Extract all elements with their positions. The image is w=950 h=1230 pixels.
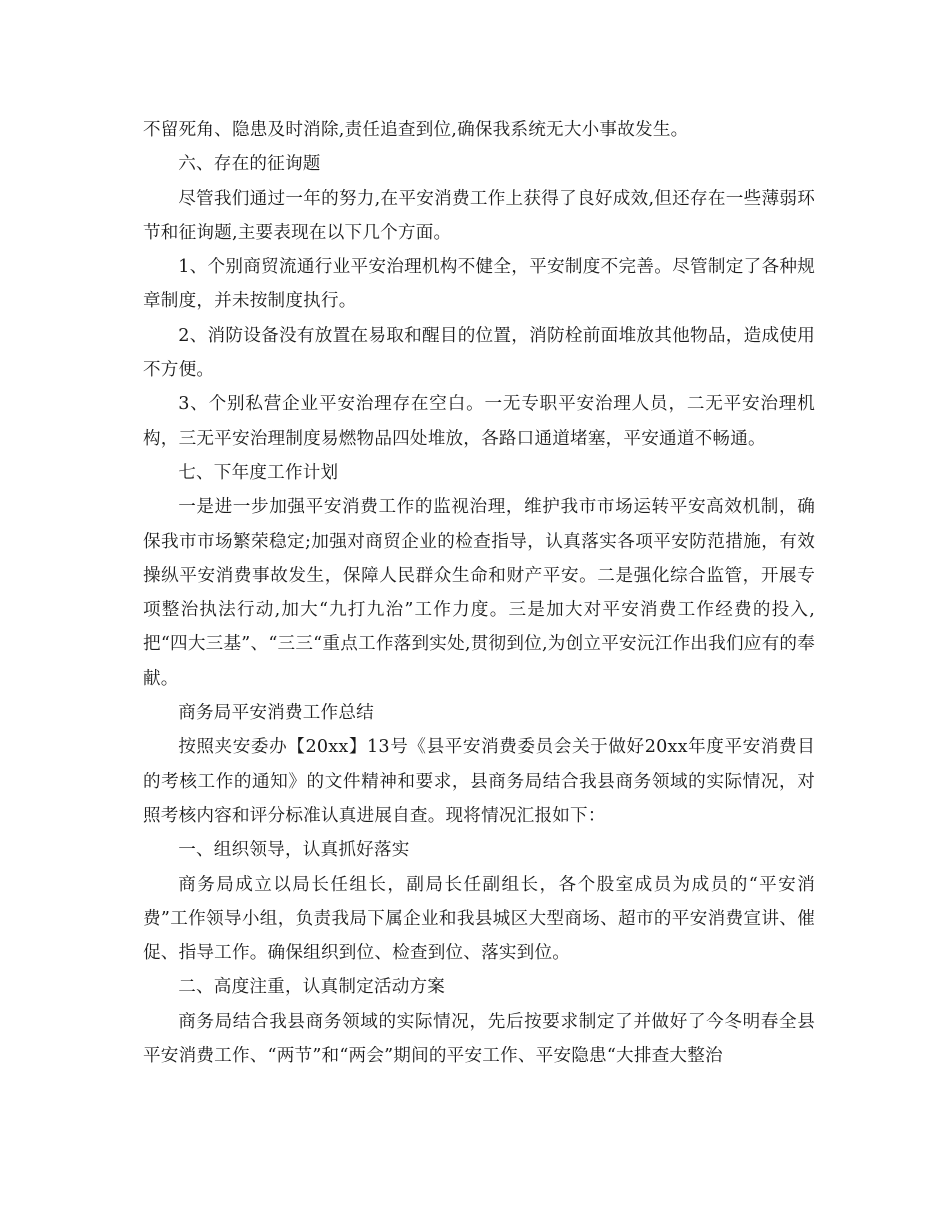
section-heading-activity-plan: 二、高度注重，认真制定活动方案 bbox=[178, 977, 446, 998]
section-heading-organization: 一、组织领导，认真抓好落实 bbox=[178, 840, 410, 861]
paragraph-problem-1: 1、个别商贸流通行业平安治理机构不健全，平安制度不完善。尽管制定了各种规章制度，并未按制度执行。 bbox=[143, 257, 815, 312]
paragraph-next-year-plan: 一是进一步加强平安消费工作的监视治理，维护我市市场运转平安高效机制，确保我市市场繁荣稳定;加强对商贸企业的检查指导，认真落实各项平安防范措施，有效操纵平安消费事故发生，保障人民群众生命和财产平安。二是强化综合监管，开展专项整治执法行动,加大“九打九治”工作力度。三是加大对平安消费工作经费的投入,把“四大三基”、“三三“重点工作落到实处,贯彻到位,为创立平安沅江作出我们应有的奉献。 bbox=[143, 497, 815, 689]
paragraph-activity-plan: 商务局结合我县商务领域的实际情况，先后按要求制定了并做好了今冬明春全县平安消费工作、“两节”和“两会”期间的平安工作、平安隐患“大排查大整治 bbox=[143, 1011, 815, 1067]
paragraph-problem-2: 2、消防设备没有放置在易取和醒目的位置，消防栓前面堆放其他物品，造成使用不方便。 bbox=[143, 325, 815, 381]
paragraph-continuation: 不留死角、隐患及时消除,责任追查到位,确保我系统无大小事故发生。 bbox=[143, 120, 689, 140]
paragraph-organization: 商务局成立以局长任组长，副局长任副组长，各个股室成员为成员的“平安消费”工作领导小组，负责我局下属企业和我县城区大型商场、超市的平安消费宣讲、催促、指导工作。确保组织到位、检查到位、落实到位。 bbox=[143, 874, 815, 964]
paragraph-problem-3: 3、个别私营企业平安治理存在空白。一无专职平安治理人员，二无平安治理机构，三无平安治理制度易燃物品四处堆放，各路口通道堵塞，平安通道不畅通。 bbox=[143, 394, 815, 449]
section-heading-next-year-plan: 七、下年度工作计划 bbox=[178, 462, 339, 483]
paragraph-problems-intro: 尽管我们通过一年的努力,在平安消费工作上获得了良好成效,但还存在一些薄弱环节和征询题,主要表现在以下几个方面。 bbox=[143, 188, 815, 243]
document-body bbox=[143, 113, 815, 1073]
paragraph-summary-intro: 按照夹安委办【20xx】13号《县平安消费委员会关于做好20xx年度平安消费目的考核工作的通知》的文件精神和要求，县商务局结合我县商务领域的实际情况，对照考核内容和评分标准认真进展自查。现将情况汇报如下： bbox=[143, 737, 815, 826]
document-subtitle: 商务局平安消费工作总结 bbox=[178, 703, 374, 724]
section-heading-existing-problems: 六、存在的征询题 bbox=[178, 154, 321, 175]
